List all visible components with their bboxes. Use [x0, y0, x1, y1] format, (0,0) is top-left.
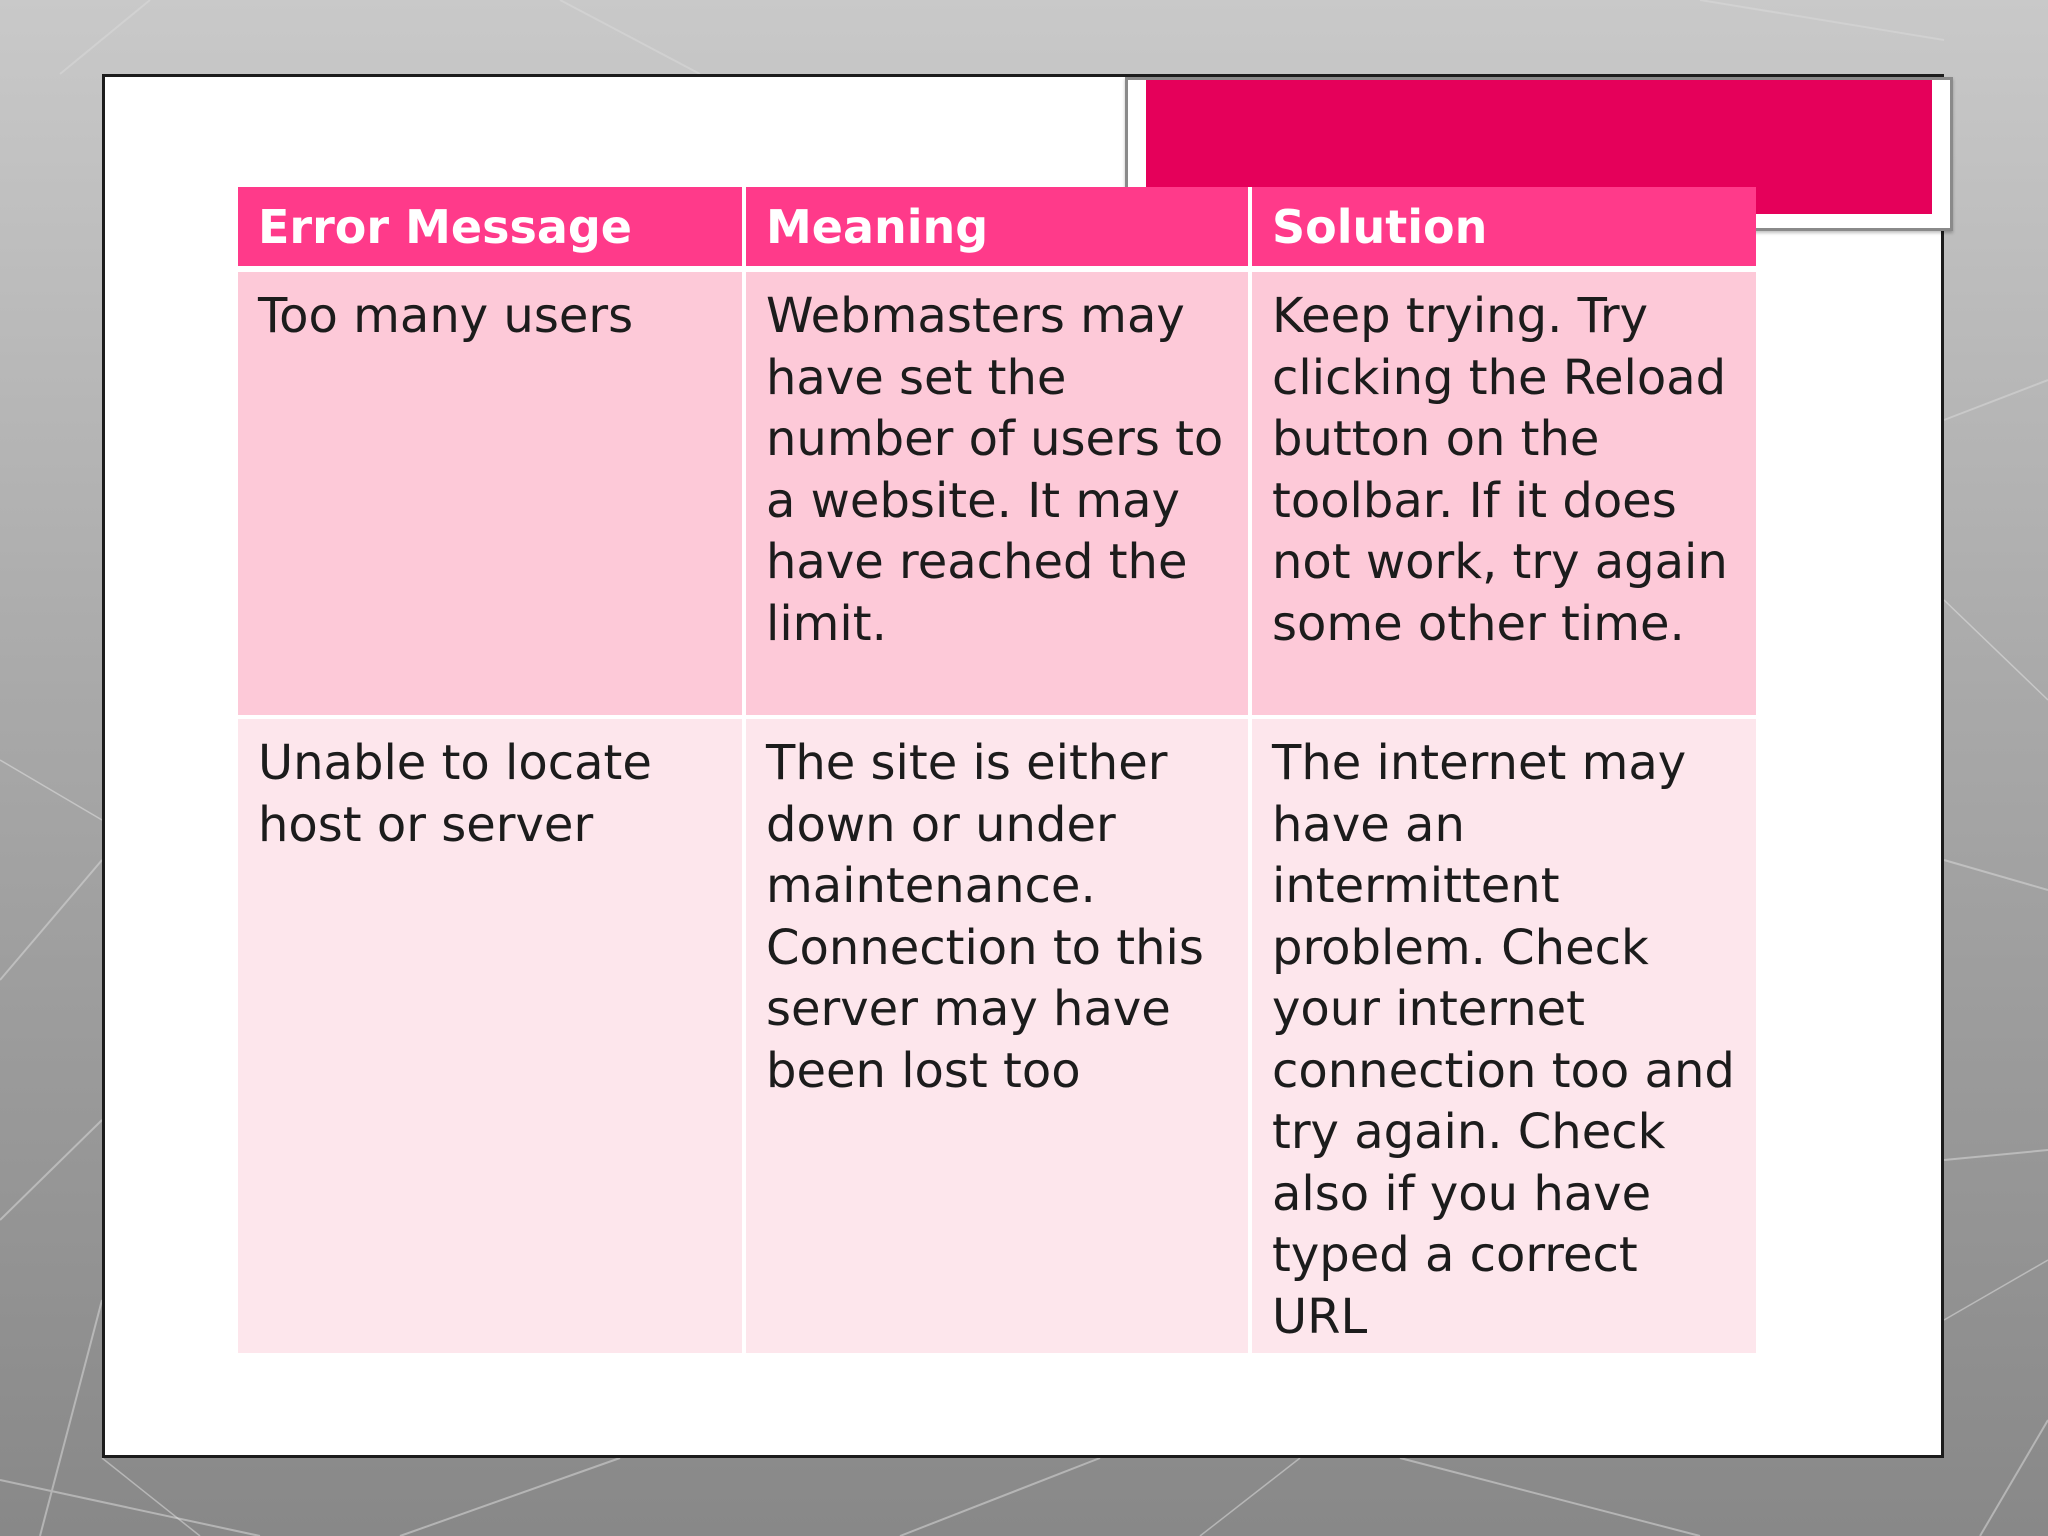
header-error-message: Error Message — [238, 187, 744, 269]
header-row — [238, 187, 1756, 269]
cell-meaning: The site is either down or under maintenance. Connection to this server may have been lost too — [744, 717, 1250, 1353]
cell-error-message: Unable to locate host or server — [238, 717, 744, 1353]
header-meaning: Meaning — [744, 187, 1250, 269]
cell-meaning: Webmasters may have set the number of users to a website. It may have reached the limit. — [744, 269, 1250, 717]
error-table — [238, 187, 1756, 1353]
table-row — [238, 717, 1756, 1353]
cell-solution: Keep trying. Try clicking the Reload button on the toolbar. If it does not work, try again some other time. — [1250, 269, 1756, 717]
cell-error-message: Too many users — [238, 269, 744, 717]
cell-solution: The internet may have an intermittent problem. Check your internet connection too and try again. Check also if you have typed a correct URL — [1250, 717, 1756, 1353]
table-row — [238, 269, 1756, 717]
header-solution: Solution — [1250, 187, 1756, 269]
